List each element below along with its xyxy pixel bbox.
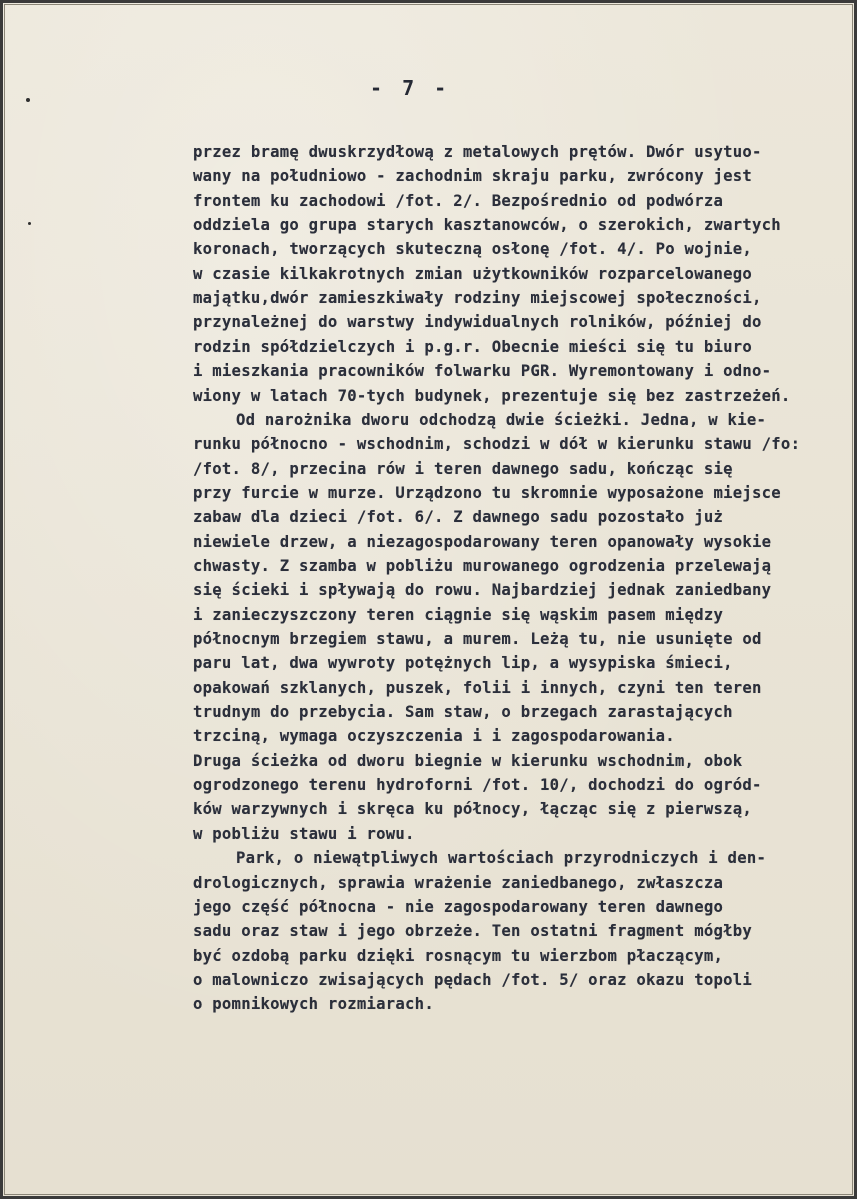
text-line: trudnym do przebycia. Sam staw, o brzegach zarastających bbox=[193, 703, 733, 722]
text-line: ków warzywnych i skręca ku północy, łącząc się z pierwszą, bbox=[193, 800, 753, 819]
text-line: przynależnej do warstwy indywidualnych rolników, później do bbox=[193, 313, 762, 332]
text-line: majątku,dwór zamieszkiwały rodziny miejscowej społeczności, bbox=[193, 289, 762, 308]
text-line: Od narożnika dworu odchodzą dwie ścieżki. Jedna, w kie- bbox=[236, 410, 767, 429]
text-line: się ścieki i spływają do rowu. Najbardziej jednak zaniedbany bbox=[193, 581, 772, 600]
text-line: runku północno - wschodnim, schodzi w dół w kierunku stawu /fo: bbox=[193, 435, 801, 454]
text-line: trzciną, wymaga oczyszczenia i i zagospodarowania. bbox=[193, 727, 675, 746]
text-line: o pomnikowych rozmiarach. bbox=[193, 995, 434, 1014]
text-line: koronach, tworzących skuteczną osłonę /fot. 4/. Po wojnie, bbox=[193, 240, 753, 259]
text-line: paru lat, dwa wywroty potężnych lip, a wysypiska śmieci, bbox=[193, 654, 733, 673]
text-line: opakowań szklanych, puszek, folii i innych, czyni ten teren bbox=[193, 678, 762, 697]
text-line: sadu oraz staw i jego obrzeże. Ten ostatni fragment mógłby bbox=[193, 922, 753, 941]
text-line: Druga ścieżka od dworu biegnie w kierunku wschodnim, obok bbox=[193, 751, 743, 770]
text-line: o malowniczo zwisających pędach /fot. 5/ oraz okazu topoli bbox=[193, 970, 753, 989]
text-line: przez bramę dwuskrzydłową z metalowych prętów. Dwór usytuo- bbox=[193, 143, 762, 161]
page-number: - 7 - bbox=[370, 76, 451, 100]
text-line: ogrodzonego terenu hydroforni /fot. 10/, dochodzi do ogród- bbox=[193, 776, 762, 795]
text-line: oddziela go grupa starych kasztanowców, o szerokich, zwartych bbox=[193, 216, 781, 235]
text-line: być ozdobą parku dzięki rosnącym tu wierzbom płaczącym, bbox=[193, 946, 724, 965]
text-line: i mieszkania pracowników folwarku PGR. Wyremontowany i odno- bbox=[193, 362, 772, 381]
margin-speck bbox=[26, 98, 30, 102]
text-line: /fot. 8/, przecina rów i teren dawnego sadu, kończąc się bbox=[193, 459, 733, 478]
text-line: w pobliżu stawu i rowu. bbox=[193, 824, 415, 843]
text-line: i zanieczyszczony teren ciągnie się wąskim pasem między bbox=[193, 605, 724, 624]
text-line: wany na południowo - zachodnim skraju parku, zwrócony jest bbox=[193, 167, 753, 186]
text-line: rodzin spółdzielczych i p.g.r. Obecnie mieści się tu biuro bbox=[193, 337, 753, 356]
text-line: drologicznych, sprawia wrażenie zaniedbanego, zwłaszcza bbox=[193, 873, 724, 892]
text-line: w czasie kilkakrotnych zmian użytkowników rozparcelowanego bbox=[193, 264, 753, 283]
text-line: przy furcie w murze. Urządzono tu skromnie wyposażone miejsce bbox=[193, 483, 781, 502]
margin-speck bbox=[28, 222, 31, 225]
text-line: zabaw dla dzieci /fot. 6/. Z dawnego sadu pozostało już bbox=[193, 508, 724, 527]
text-line: chwasty. Z szamba w pobliżu murowanego ogrodzenia przelewają bbox=[193, 556, 772, 575]
text-line: wiony w latach 70-tych budynek, prezentuje się bez zastrzeżeń. bbox=[193, 386, 791, 405]
text-line: północnym brzegiem stawu, a murem. Leżą tu, nie usunięte od bbox=[193, 630, 762, 648]
text-line: Park, o niewątpliwych wartościach przyrodniczych i den- bbox=[236, 849, 767, 868]
text-line: jego część północna - nie zagospodarowany teren dawnego bbox=[193, 897, 724, 916]
text-line: frontem ku zachodowi /fot. 2/. Bezpośrednio od podwórza bbox=[193, 191, 724, 210]
text-line: niewiele drzew, a niezagospodarowany teren opanowały wysokie bbox=[193, 532, 772, 551]
